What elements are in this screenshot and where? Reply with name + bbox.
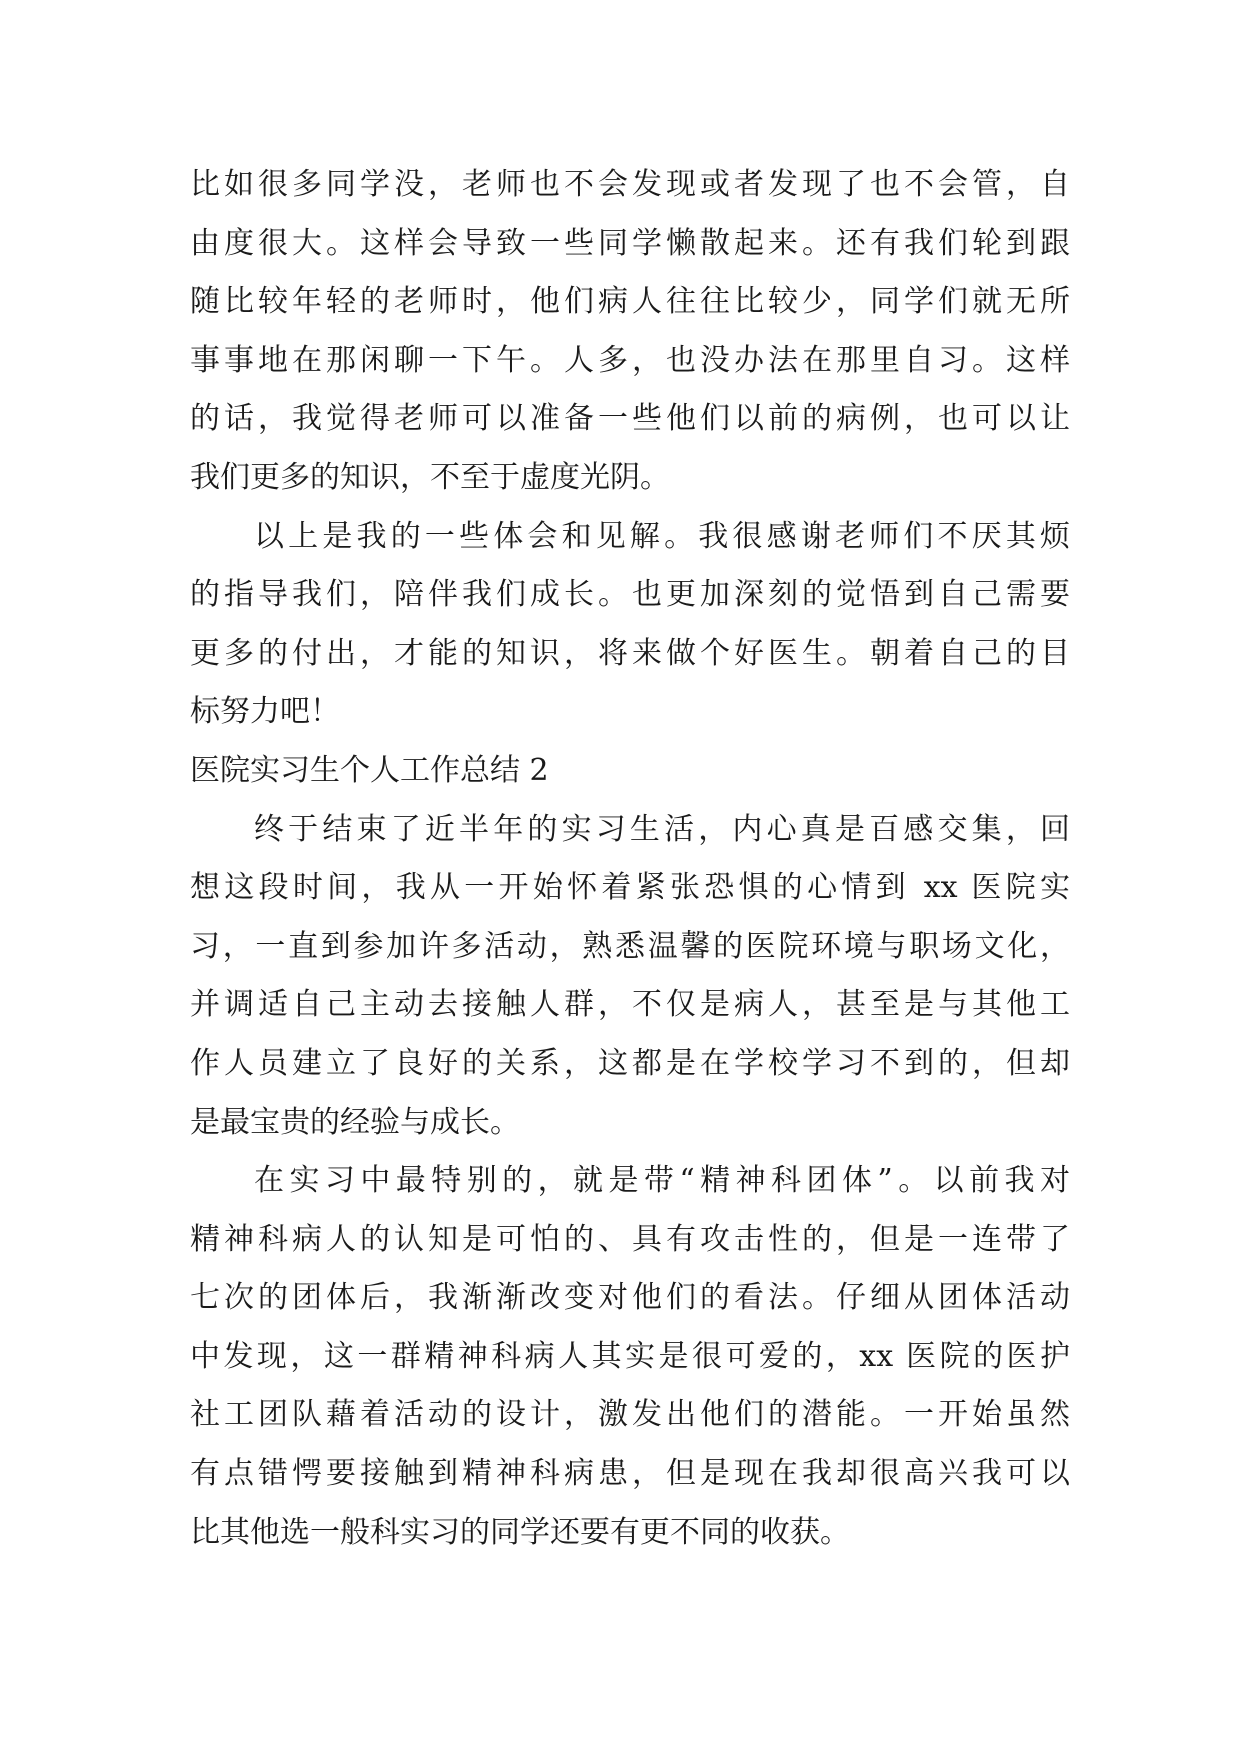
text-line: 标努力吧！ xyxy=(190,694,340,730)
text-line: 比其他选一般科实习的同学还要有更不同的收获。 xyxy=(190,1514,850,1550)
text-line: 七次的团体后，我渐渐改变对他们的看法。仔细从团体活动 xyxy=(190,1280,1070,1316)
text-line: 习，一直到参加许多活动，熟悉温馨的医院环境与职场文化， xyxy=(190,928,1070,964)
text-line: 想这段时间，我从一开始怀着紧张恐惧的心情到 xx 医院实 xyxy=(190,870,1070,906)
paragraph xyxy=(190,1152,1070,1562)
text-line: 精神科病人的认知是可怕的、具有攻击性的，但是一连带了 xyxy=(190,1221,1070,1257)
text-line: 是最宝贵的经验与成长。 xyxy=(190,1104,520,1140)
text-line: 并调适自己主动去接触人群，不仅是病人，甚至是与其他工 xyxy=(190,987,1070,1023)
paragraph xyxy=(190,156,1070,508)
text-line: 作人员建立了良好的关系，这都是在学校学习不到的，但却 xyxy=(190,1045,1070,1081)
text-line: 更多的付出，才能的知识，将来做个好医生。朝着自己的目 xyxy=(190,635,1070,671)
section-heading: 医院实习生个人工作总结 2 xyxy=(190,752,549,788)
paragraph xyxy=(190,508,1070,742)
text-line: 由度很大。这样会导致一些同学懒散起来。还有我们轮到跟 xyxy=(190,225,1070,261)
text-line: 事事地在那闲聊一下午。人多，也没办法在那里自习。这样 xyxy=(190,342,1070,378)
document-body xyxy=(190,156,1070,1562)
text-line: 终于结束了近半年的实习生活，内心真是百感交集，回 xyxy=(254,811,1070,847)
text-line: 我们更多的知识，不至于虚度光阴。 xyxy=(190,459,670,495)
text-line: 中发现，这一群精神科病人其实是很可爱的，xx 医院的医护 xyxy=(190,1338,1070,1374)
text-line: 在实习中最特别的，就是带“精神科团体”。以前我对 xyxy=(254,1163,1070,1199)
text-line: 以上是我的一些体会和见解。我很感谢老师们不厌其烦 xyxy=(254,518,1070,554)
text-line: 随比较年轻的老师时，他们病人往往比较少，同学们就无所 xyxy=(190,284,1070,320)
text-line: 的话，我觉得老师可以准备一些他们以前的病例，也可以让 xyxy=(190,401,1070,437)
text-line: 社工团队藉着活动的设计，激发出他们的潜能。一开始虽然 xyxy=(190,1397,1070,1433)
text-line: 比如很多同学没，老师也不会发现或者发现了也不会管，自 xyxy=(190,167,1070,202)
text-line: 有点错愕要接触到精神科病患，但是现在我却很高兴我可以 xyxy=(190,1456,1070,1492)
text-line: 的指导我们，陪伴我们成长。也更加深刻的觉悟到自己需要 xyxy=(190,577,1070,613)
paragraph xyxy=(190,801,1070,1153)
